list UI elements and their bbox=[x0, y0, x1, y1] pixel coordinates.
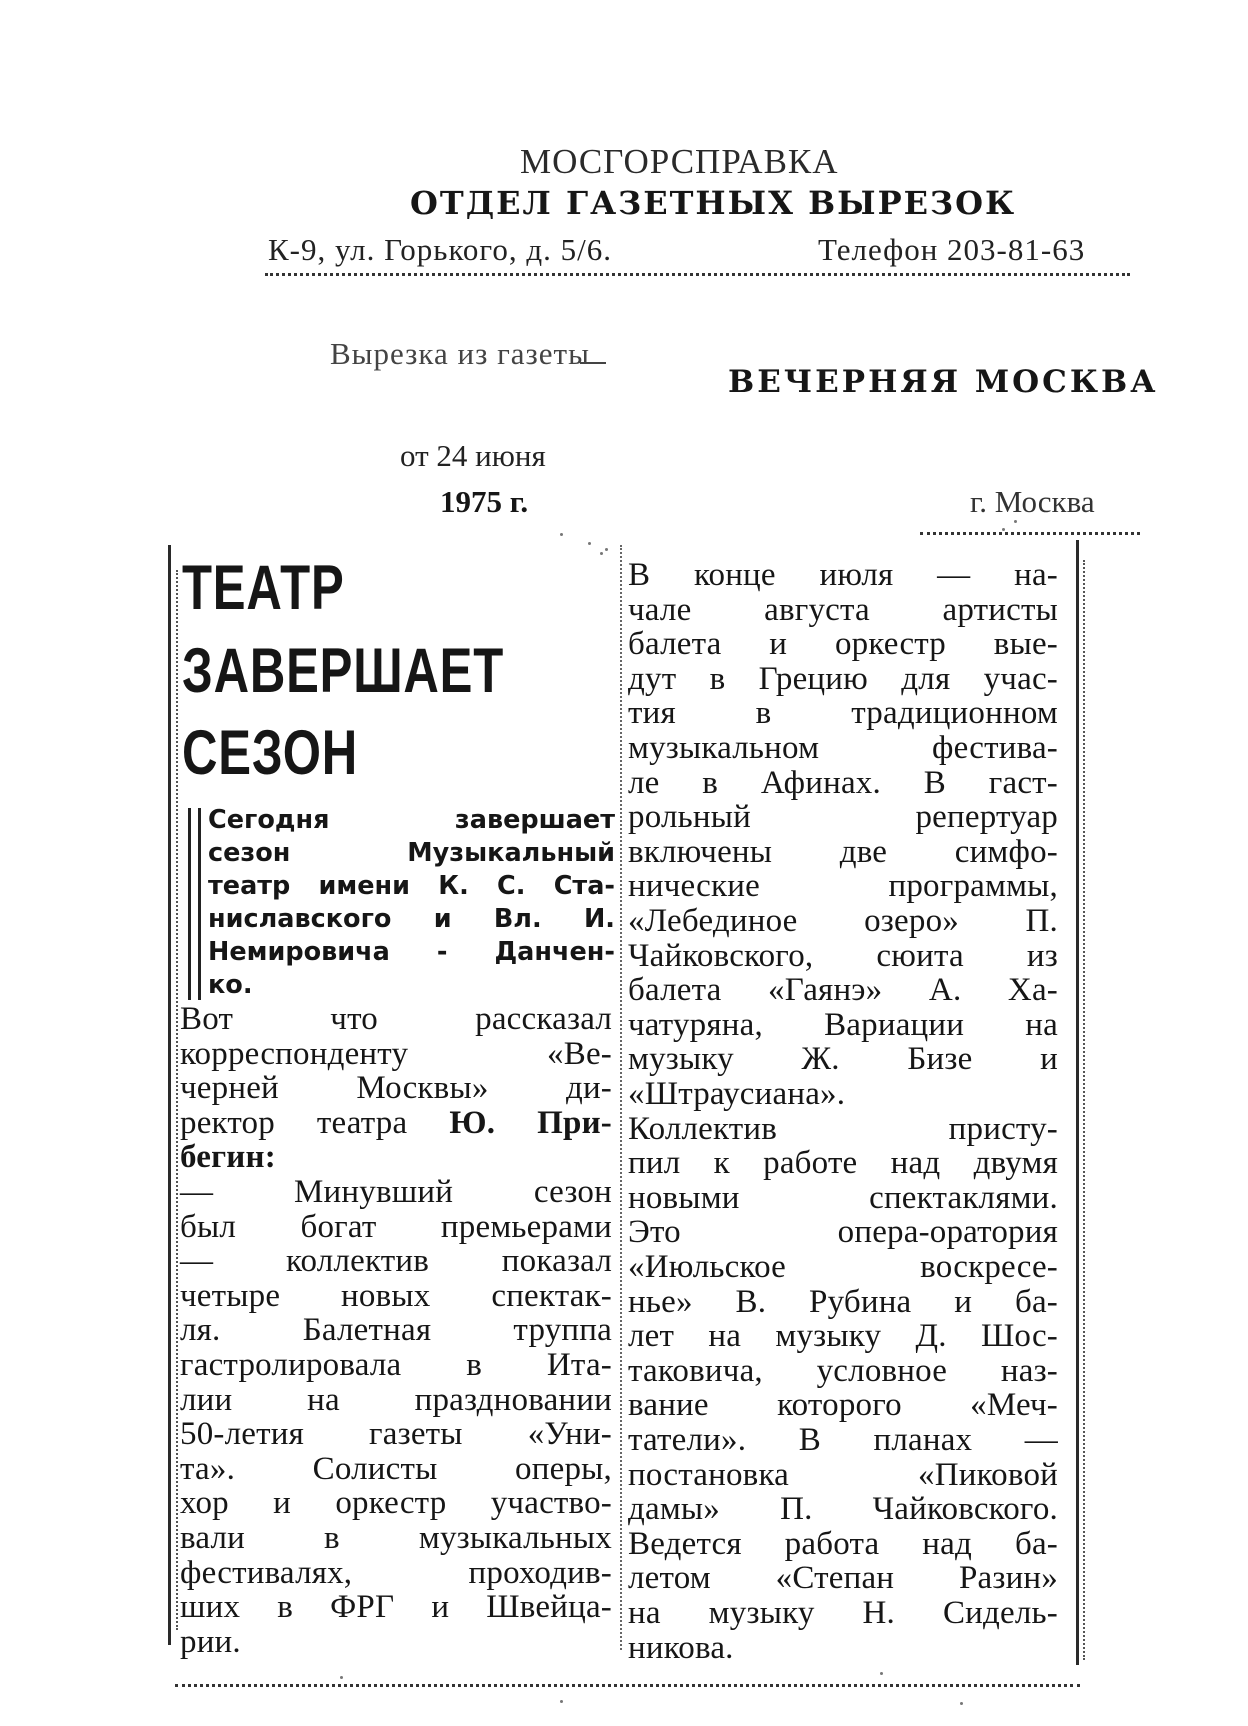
text-run: рии. bbox=[180, 1623, 241, 1660]
cutting-label: Вырезка из газеты bbox=[330, 336, 590, 371]
text-run: «Штраусиана». bbox=[628, 1076, 846, 1112]
text-line bbox=[628, 1042, 1058, 1077]
text-run: дамы» П. Чайковского. bbox=[628, 1491, 1058, 1528]
clipping-border-bottom bbox=[175, 1684, 1080, 1687]
text-run: — Минувший сезон bbox=[180, 1174, 612, 1210]
text-run: чале августа артисты bbox=[628, 591, 1058, 628]
headline-line: ТЕАТР bbox=[182, 553, 345, 623]
text-line bbox=[180, 1037, 612, 1072]
text-line bbox=[628, 1458, 1058, 1493]
speck bbox=[605, 548, 608, 551]
text-line bbox=[628, 627, 1058, 662]
text-line bbox=[628, 1250, 1058, 1285]
text-run: гастролировала в Ита- bbox=[180, 1347, 612, 1383]
column-divider bbox=[620, 545, 622, 1650]
issue-date: от 24 июня bbox=[400, 438, 546, 473]
text-line bbox=[628, 1631, 1058, 1666]
issue-year: 1975 г. bbox=[440, 484, 529, 519]
text-line bbox=[628, 1215, 1058, 1250]
text-line bbox=[180, 1244, 612, 1279]
lead-line: сезон Музыкальный bbox=[208, 838, 615, 868]
text-line bbox=[628, 662, 1058, 697]
text-run: включены две симфо- bbox=[628, 833, 1058, 870]
text-line bbox=[628, 835, 1058, 870]
text-run: лии на праздновании bbox=[180, 1381, 612, 1418]
text-line bbox=[628, 1492, 1058, 1527]
text-run: тия в традиционном bbox=[628, 695, 1058, 732]
address-line bbox=[268, 232, 1086, 268]
text-run: был богат премьерами bbox=[180, 1208, 612, 1245]
text-run: черней Москвы» ди- bbox=[180, 1070, 612, 1107]
headline-line: ЗАВЕРШАЕТ bbox=[182, 636, 504, 706]
address: К-9, ул. Горького, д. 5/6. bbox=[268, 232, 613, 267]
clipping-border-right-inner bbox=[1083, 560, 1085, 1660]
clipping-border-right bbox=[1076, 540, 1079, 1665]
clipping-border-left bbox=[168, 545, 175, 1645]
speck bbox=[600, 552, 603, 555]
text-line bbox=[628, 1527, 1058, 1562]
speck bbox=[588, 542, 591, 545]
text-run: балета «Гаянэ» А. Ха- bbox=[628, 972, 1058, 1009]
text-line bbox=[628, 1596, 1058, 1631]
lead-line: Немировича - Данчен- bbox=[208, 937, 615, 967]
speck bbox=[340, 1676, 343, 1679]
text-line bbox=[628, 1181, 1058, 1216]
bold-run: Ю. При- bbox=[449, 1104, 612, 1141]
text-line bbox=[180, 1348, 612, 1383]
text-run: фестивалях, проходив- bbox=[180, 1554, 612, 1591]
newspaper-name: ВЕЧЕРНЯЯ МОСКВА bbox=[728, 364, 1159, 400]
text-line bbox=[180, 1521, 612, 1556]
lead-line: театр имени К. С. Ста- bbox=[208, 871, 615, 901]
text-line bbox=[180, 1210, 612, 1245]
text-line bbox=[628, 939, 1058, 974]
text-run: Ведется работа над ба- bbox=[628, 1525, 1058, 1562]
text-run: нье» В. Рубина и ба- bbox=[628, 1283, 1058, 1320]
text-line bbox=[180, 1556, 612, 1591]
text-run: никова. bbox=[628, 1629, 734, 1666]
text-line bbox=[628, 1319, 1058, 1354]
text-line bbox=[628, 766, 1058, 801]
text-line bbox=[180, 1002, 612, 1037]
text-line bbox=[628, 1354, 1058, 1389]
text-run: таковича, условное наз- bbox=[628, 1352, 1058, 1389]
text-line bbox=[628, 1285, 1058, 1320]
text-run: ле в Афинах. В гаст- bbox=[628, 764, 1058, 801]
city: г. Москва bbox=[970, 484, 1095, 519]
text-run: «Лебединое озеро» П. bbox=[628, 903, 1058, 939]
text-run: корреспонденту «Ве- bbox=[180, 1035, 612, 1072]
text-line bbox=[180, 1590, 612, 1625]
text-run: вание которого «Меч- bbox=[628, 1387, 1058, 1424]
text-run: постановка «Пиковой bbox=[628, 1456, 1058, 1493]
text-run: татели». В планах — bbox=[628, 1422, 1058, 1458]
text-line bbox=[180, 1071, 612, 1106]
text-line bbox=[180, 1279, 612, 1314]
text-run: В конце июля — на- bbox=[628, 557, 1058, 593]
text-run: та». Солисты оперы, bbox=[180, 1450, 612, 1487]
text-run: лет на музыку Д. Шос- bbox=[628, 1318, 1058, 1355]
text-run: — коллектив показал bbox=[180, 1243, 612, 1280]
text-line bbox=[180, 1140, 612, 1175]
text-line bbox=[628, 800, 1058, 835]
text-line bbox=[180, 1417, 612, 1452]
header-rule bbox=[265, 273, 1130, 276]
speck bbox=[960, 1702, 963, 1705]
text-line bbox=[628, 1112, 1058, 1147]
lead-line: ниславского и Вл. И. bbox=[208, 904, 615, 934]
text-run: балета и оркестр вые- bbox=[628, 626, 1058, 663]
text-run: на музыку Н. Сидель- bbox=[628, 1595, 1058, 1631]
text-line bbox=[628, 1077, 1058, 1112]
speck bbox=[1002, 528, 1005, 531]
text-line bbox=[628, 558, 1058, 593]
headline-line: СЕЗОН bbox=[182, 718, 359, 788]
text-line bbox=[628, 973, 1058, 1008]
text-run: ля. Балетная труппа bbox=[180, 1312, 612, 1349]
bold-run: бегин: bbox=[180, 1139, 276, 1176]
text-line bbox=[628, 904, 1058, 939]
text-run: музыку Ж. Бизе и bbox=[628, 1041, 1058, 1078]
text-run: Коллектив присту- bbox=[628, 1110, 1058, 1147]
lead-line: ко. bbox=[208, 970, 253, 1000]
text-run: дут в Грецию для учас- bbox=[628, 660, 1058, 697]
text-run: Чайковского, сюита из bbox=[628, 937, 1058, 974]
text-line bbox=[180, 1313, 612, 1348]
text-line bbox=[628, 869, 1058, 904]
text-run: ших в ФРГ и Швейца- bbox=[180, 1589, 612, 1626]
text-line bbox=[628, 1388, 1058, 1423]
text-line bbox=[180, 1106, 612, 1141]
lead-marker bbox=[188, 808, 201, 1000]
text-run: четыре новых спектак- bbox=[180, 1277, 612, 1314]
text-line bbox=[180, 1486, 612, 1521]
speck bbox=[880, 1672, 883, 1675]
text-run: 50-летия газеты «Уни- bbox=[180, 1416, 612, 1453]
clipping-border-left-inner bbox=[176, 570, 178, 1630]
text-run: вали в музыкальных bbox=[180, 1520, 612, 1556]
phone: Телефон 203-81-63 bbox=[818, 232, 1086, 267]
speck bbox=[560, 533, 563, 536]
text-line bbox=[180, 1383, 612, 1418]
text-line bbox=[628, 1561, 1058, 1596]
city-rule bbox=[920, 532, 1140, 535]
text-line bbox=[180, 1452, 612, 1487]
text-line bbox=[628, 1008, 1058, 1043]
speck bbox=[1014, 520, 1017, 523]
department-name: ОТДЕЛ ГАЗЕТНЫХ ВЫРЕЗОК bbox=[410, 184, 1017, 222]
text-run: рольный репертуар bbox=[628, 799, 1058, 836]
text-run: новыми спектаклями. bbox=[628, 1179, 1058, 1216]
text-line bbox=[628, 1423, 1058, 1458]
text-run: «Июльское воскресе- bbox=[628, 1249, 1058, 1285]
text-line bbox=[180, 1175, 612, 1210]
text-line bbox=[628, 696, 1058, 731]
text-run: ректор театра bbox=[180, 1104, 450, 1141]
text-run: нические программы, bbox=[628, 868, 1058, 905]
lead-line: Сегодня завершает bbox=[208, 805, 615, 835]
text-run: чатуряна, Вариации на bbox=[628, 1006, 1058, 1043]
text-line bbox=[628, 593, 1058, 628]
text-run: хор и оркестр участво- bbox=[180, 1485, 612, 1522]
speck bbox=[560, 1700, 563, 1703]
text-run: летом «Степан Разин» bbox=[628, 1560, 1058, 1597]
agency-name: МОСГОРСПРАВКА bbox=[520, 142, 839, 181]
text-line bbox=[628, 731, 1058, 766]
text-run: Вот что рассказал bbox=[180, 1001, 612, 1037]
text-line bbox=[180, 1625, 612, 1660]
cutting-dash bbox=[580, 362, 606, 364]
text-run: Это опера-оратория bbox=[628, 1214, 1058, 1251]
text-line bbox=[628, 1146, 1058, 1181]
text-run: музыкальном фестива- bbox=[628, 730, 1058, 766]
text-run: пил к работе над двумя bbox=[628, 1145, 1058, 1182]
